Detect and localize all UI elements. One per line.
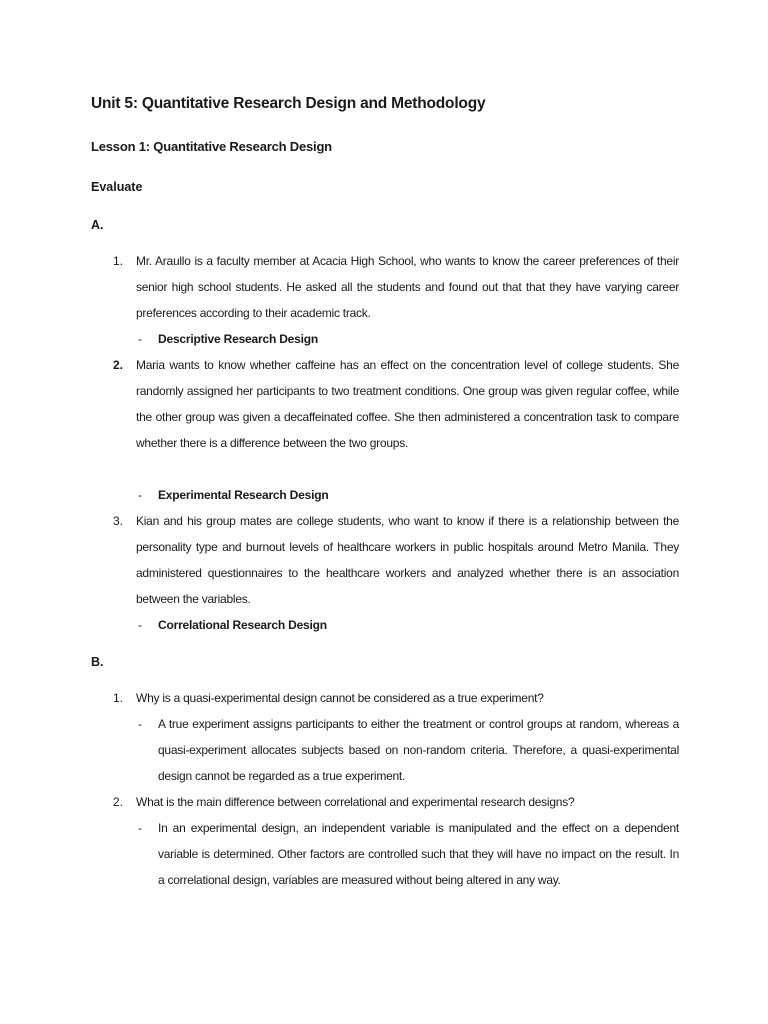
section-a-item-1-number: 1. [113,254,124,268]
lesson-title: Lesson 1: Quantitative Research Design [91,139,332,154]
evaluate-heading: Evaluate [91,180,143,194]
section-a-item-3-text: Kian and his group mates are college students, who want to know if there is a relationship between the personality type and burnout levels of healthcare workers in public hospitals around Metro Manila. They administered questionnaires to the healthcare workers and analyzed whether there is an association between the variables. [136,514,679,606]
section-a-item-3-dash: - [138,618,142,632]
unit-title: Unit 5: Quantitative Research Design and Methodology [91,95,486,112]
section-b-item-2-answer: In an experimental design, an independent variable is manipulated and the effect on a dependent variable is determined. Other factors are controlled such that they will have no impact on the result. In a correlational design, variables are measured without being altered in any way. [158,821,679,887]
section-a-item-2-text: Maria wants to know whether caffeine has an effect on the concentration level of college students. She randomly assigned her participants to two treatment conditions. One group was given regular coffee, while the other group was given a decaffeinated coffee. She then administered a concentration task to compare whether there is a difference between the two groups. [136,358,679,450]
section-b-item-2-dash: - [138,821,142,835]
section-b-item-2-number: 2. [113,795,124,809]
section-b-item-1-answer: A true experiment assigns participants to either the treatment or control groups at random, whereas a quasi-experiment allocates subjects based on non-random criteria. Therefore, a quasi-experimental design cannot be regarded as a true experiment. [158,717,679,783]
section-a-item-2-number: 2. [113,358,124,372]
section-a-label: A. [91,218,104,232]
section-a-item-1-dash: - [138,332,142,346]
section-a-item-3-answer: Correlational Research Design [158,618,327,632]
section-a-item-1-answer: Descriptive Research Design [158,332,319,346]
section-b-item-2-question: What is the main difference between correlational and experimental research designs? [136,795,575,809]
section-b-label: B. [91,655,104,669]
section-b-item-1-number: 1. [113,691,124,705]
section-a-item-2-answer: Experimental Research Design [158,488,329,502]
section-b-item-1-dash: - [138,717,142,731]
section-a-item-2-dash: - [138,488,142,502]
section-b-item-1-question: Why is a quasi-experimental design cannot be considered as a true experiment? [136,691,544,705]
section-a-item-3-number: 3. [113,514,124,528]
section-a-item-1-text: Mr. Araullo is a faculty member at Acacia High School, who wants to know the career preferences of their senior high school students. He asked all the students and found out that that they have varying career preferences according to their academic track. [136,254,679,320]
